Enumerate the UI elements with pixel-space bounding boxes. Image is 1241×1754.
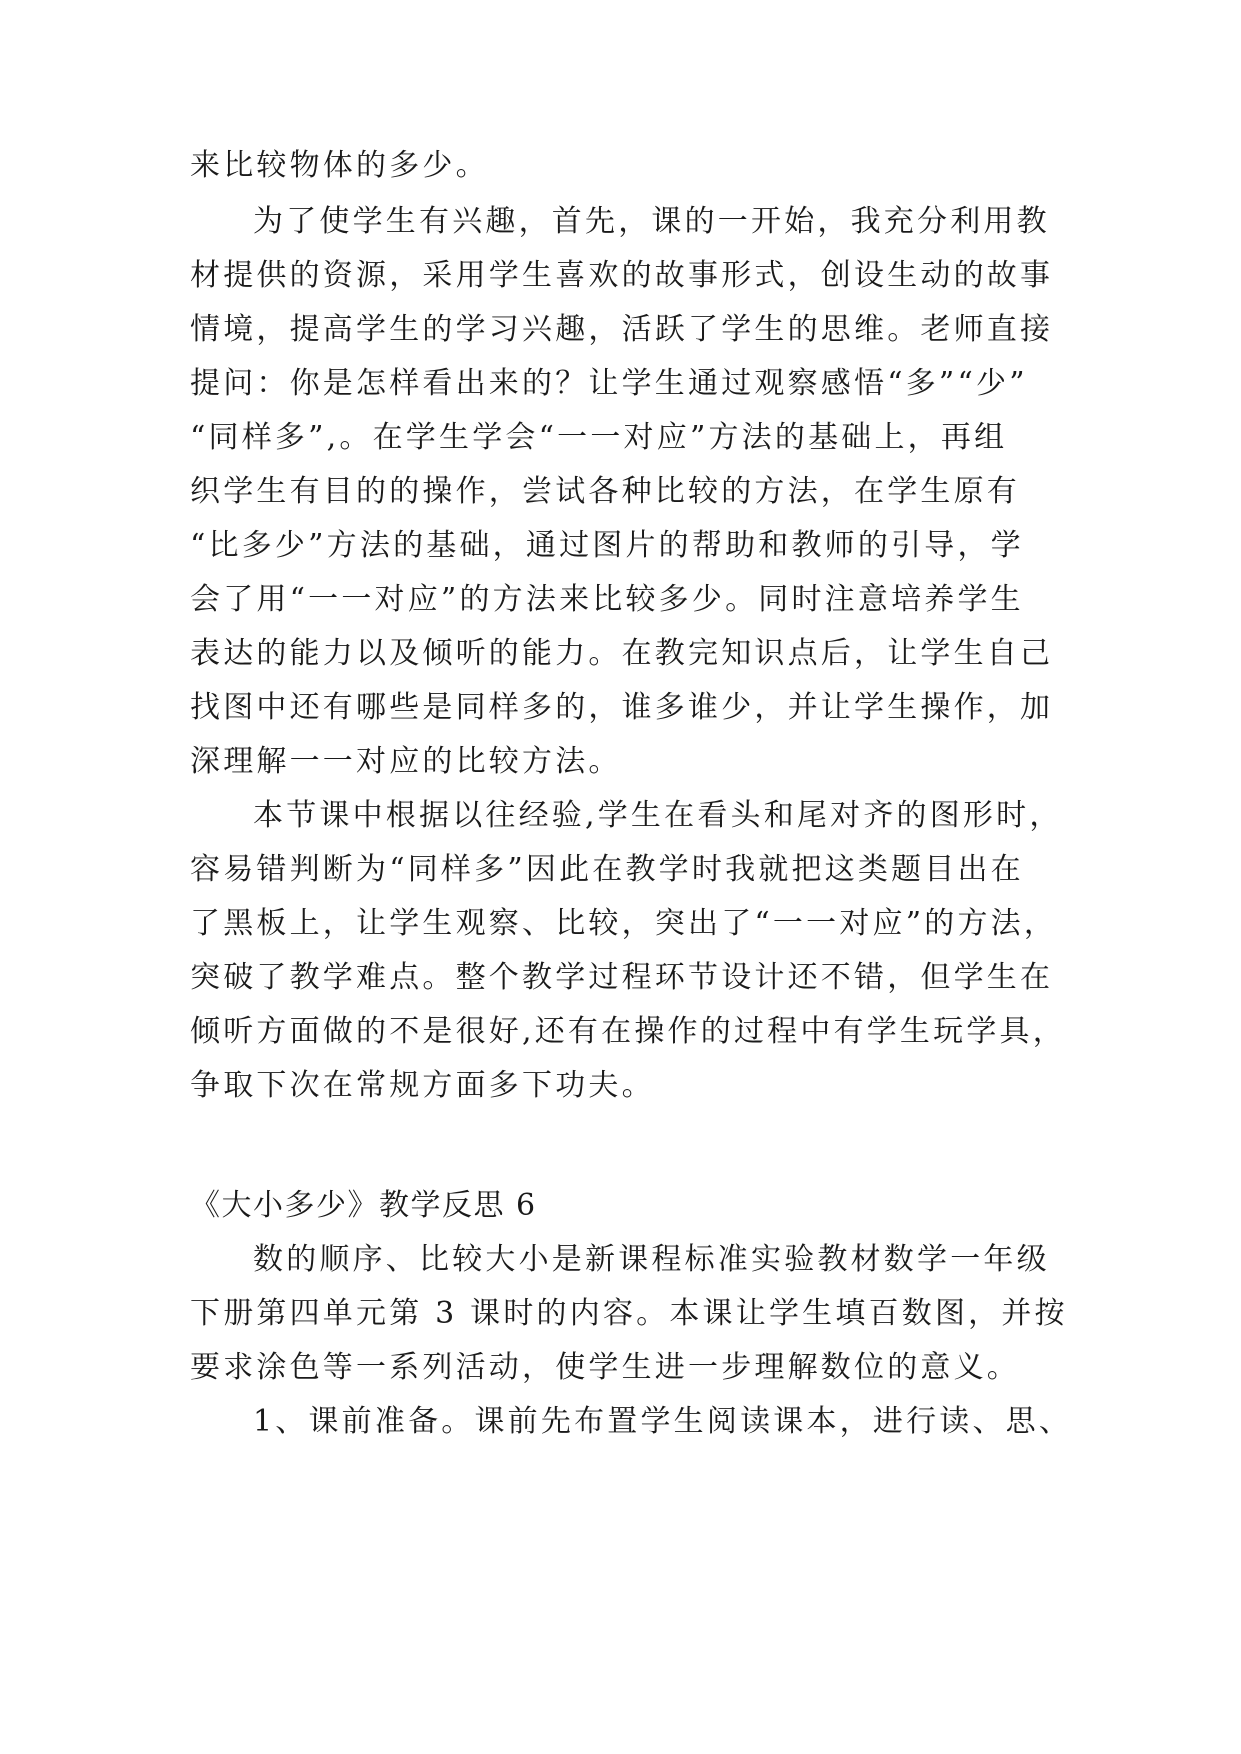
paragraph-line: 数的顺序、比较大小是新课程标准实验教材数学一年级 — [253, 1242, 1050, 1277]
paragraph-line: 会了用“一一对应”的方法来比较多少。同时注意培养学生 — [190, 582, 1024, 617]
paragraph-line: 下册第四单元第 3 课时的内容。本课让学生填百数图，并按 — [190, 1296, 1068, 1331]
paragraph-line: 找图中还有哪些是同样多的，谁多谁少，并让学生操作，加 — [190, 690, 1054, 725]
paragraph-line: 表达的能力以及倾听的能力。在教完知识点后，让学生自己 — [190, 636, 1054, 671]
paragraph-line: 容易错判断为“同样多”因此在教学时我就把这类题目出在 — [190, 852, 1024, 887]
paragraph-line: 材提供的资源，采用学生喜欢的故事形式，创设生动的故事 — [190, 258, 1054, 293]
paragraph-line: 情境，提高学生的学习兴趣，活跃了学生的思维。老师直接 — [190, 312, 1054, 347]
paragraph-line: 突破了教学难点。整个教学过程环节设计还不错，但学生在 — [190, 960, 1054, 995]
paragraph-line: 本节课中根据以往经验,学生在看头和尾对齐的图形时， — [253, 798, 1063, 833]
paragraph-line: 织学生有目的的操作，尝试各种比较的方法，在学生原有 — [190, 474, 1020, 509]
paragraph-line: “同样多”,。在学生学会“一一对应”方法的基础上，再组 — [190, 420, 1008, 455]
paragraph-line: 争取下次在常规方面多下功夫。 — [190, 1068, 655, 1103]
paragraph-line: 1、课前准备。课前先布置学生阅读课本，进行读、思、 — [253, 1404, 1073, 1439]
paragraph-line: 要求涂色等一系列活动，使学生进一步理解数位的意义。 — [190, 1350, 1020, 1385]
paragraph-line: 倾听方面做的不是很好,还有在操作的过程中有学生玩学具， — [190, 1014, 1066, 1049]
paragraph-line: 深理解一一对应的比较方法。 — [190, 744, 622, 779]
paragraph-line: 提问：你是怎样看出来的？让学生通过观察感悟“多”“少” — [190, 366, 1028, 401]
paragraph-line: “比多少”方法的基础，通过图片的帮助和教师的引导，学 — [190, 528, 1024, 563]
paragraph-line: 为了使学生有兴趣，首先，课的一开始，我充分利用教 — [253, 204, 1050, 239]
section-title: 《大小多少》教学反思 6 — [190, 1188, 537, 1223]
paragraph-line: 了黑板上，让学生观察、比较，突出了“一一对应”的方法， — [190, 906, 1058, 941]
paragraph-line: 来比较物体的多少。 — [190, 148, 489, 183]
